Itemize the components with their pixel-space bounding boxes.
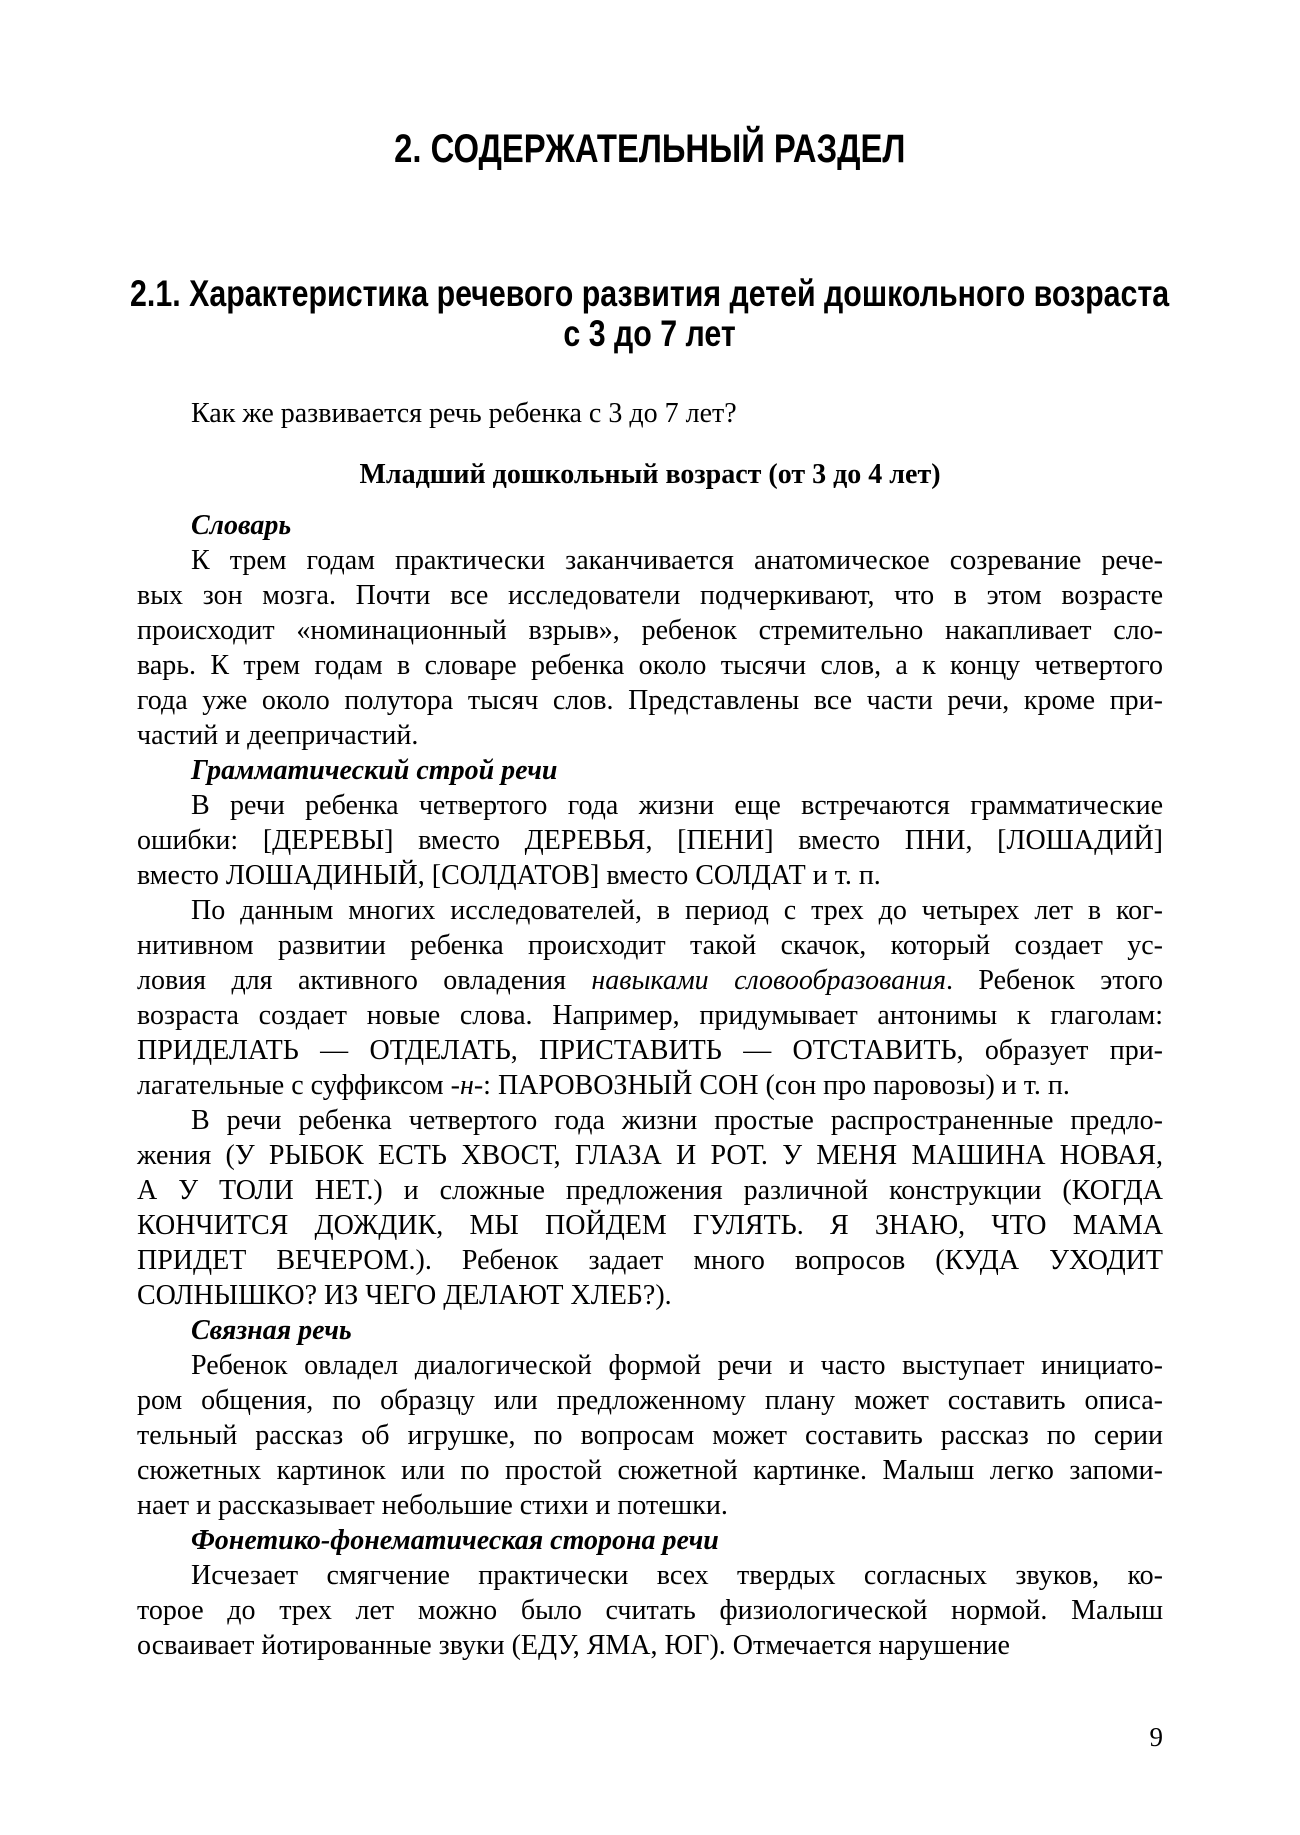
text-line: происходит «номинационный взрыв», ребенок стремительно накапливает сло- [137, 615, 1163, 646]
text-line: сюжетных картинок или по простой сюжетной картинке. Малыш легко запоми- [137, 1455, 1163, 1486]
subheading-phonetics: Фонетико-фонематическая сторона речи [191, 1525, 719, 1556]
text-line: Как же развивается речь ребенка с 3 до 7 лет? [191, 398, 737, 429]
paragraph-grammar-errors [137, 788, 1163, 893]
section-title [0, 0, 1300, 170]
text-line: года уже около полутора тысяч слов. Представлены все части речи, кроме при- [137, 685, 1163, 716]
text-line: варь. К трем годам в словаре ребенка около тысячи слов, а к концу четвертого [137, 650, 1163, 681]
page-number: 9 [1149, 1722, 1163, 1752]
subheading-grammar: Грамматический строй речи [191, 755, 558, 786]
subheading-coherent-speech: Связная речь [191, 1315, 352, 1346]
text-line: Исчезает смягчение практически всех твердых согласных звуков, ко- [191, 1560, 1163, 1591]
text-line: В речи ребенка четвертого года жизни еще встречаются грамматические [191, 790, 1163, 821]
paragraph-sentences [137, 1103, 1163, 1313]
text-line: ловия для активного овладения навыками словообразования. Ребенок этого [137, 965, 1163, 996]
text-line: В речи ребенка четвертого года жизни простые распространенные предло- [191, 1105, 1163, 1136]
text-line: К трем годам практически заканчивается анатомическое созревание рече- [191, 545, 1163, 576]
subheading-vocabulary: Словарь [191, 510, 292, 541]
section-title-text: 2. СОДЕРЖАТЕЛЬНЫЙ РАЗДЕЛ [394, 127, 906, 171]
text-line: возраста создает новые слова. Например, придумывает антонимы к глаголам: [137, 1000, 1163, 1031]
subsection-title-line1: 2.1. Характеристика речевого развития детей дошкольного возраста [130, 273, 1170, 314]
text-line: По данным многих исследователей, в период с трех до четырех лет в ког- [191, 895, 1163, 926]
subsection-title-text [130, 274, 1169, 354]
text-line: тельный рассказ об игрушке, по вопросам может составить рассказ по серии [137, 1420, 1163, 1451]
text-line: ПРИДЕЛАТЬ — ОТДЕЛАТЬ, ПРИСТАВИТЬ — ОТСТАВИТЬ, образует при- [137, 1035, 1163, 1066]
italic-run: навыками словообразования [591, 965, 946, 996]
age-group-heading: Младший дошкольный возраст (от 3 до 4 лет) [359, 459, 941, 490]
text-line: вместо ЛОШАДИНЫЙ, [СОЛДАТОВ] вместо СОЛДАТ и т. п. [137, 860, 881, 891]
subsection-title-line2: с 3 до 7 лет [563, 313, 737, 354]
text-line: нает и рассказывает небольшие стихи и потешки. [137, 1490, 728, 1521]
paragraph-word-formation [137, 893, 1163, 1103]
paragraph-coherent-speech [137, 1348, 1163, 1523]
text-line: КОНЧИТСЯ ДОЖДИК, МЫ ПОЙДЕМ ГУЛЯТЬ. Я ЗНАЮ, ЧТО МАМА [137, 1210, 1163, 1241]
text-line: ПРИДЕТ ВЕЧЕРОМ.). Ребенок задает много вопросов (КУДА УХОДИТ [137, 1245, 1163, 1276]
text-line: лагательные с суффиксом -н-: ПАРОВОЗНЫЙ СОН (сон про паровозы) и т. п. [137, 1070, 1070, 1101]
paragraph-vocabulary [137, 543, 1163, 753]
text-line: вых зон мозга. Почти все исследователи подчеркивают, что в этом возрасте [137, 580, 1163, 611]
text-line: Ребенок овладел диалогической формой речи и часто выступает инициато- [191, 1350, 1163, 1381]
text-line: осваивает йотированные звуки (ЕДУ, ЯМА, ЮГ). Отмечается нарушение [137, 1630, 1010, 1661]
text-line: торое до трех лет можно было считать физиологической нормой. Малыш [137, 1595, 1163, 1626]
text-line: ошибки: [ДЕРЕВЫ] вместо ДЕРЕВЬЯ, [ПЕНИ] вместо ПНИ, [ЛОШАДИЙ] [137, 825, 1163, 856]
text-line: нитивном развитии ребенка происходит такой скачок, который создает ус- [137, 930, 1163, 961]
paragraph-phonetics [137, 1558, 1163, 1663]
italic-run: н [459, 1070, 474, 1101]
text-line: А У ТОЛИ НЕТ.) и сложные предложения различной конструкции (КОГДА [137, 1175, 1163, 1206]
intro-paragraph [137, 396, 1163, 431]
text-line: жения (У РЫБОК ЕСТЬ ХВОСТ, ГЛАЗА И РОТ. У МЕНЯ МАШИНА НОВАЯ, [137, 1140, 1163, 1171]
text-line: частий и деепричастий. [137, 720, 419, 751]
text-line: ром общения, по образцу или предложенному плану может составить описа- [137, 1385, 1163, 1416]
document-body [137, 396, 1163, 1663]
subsection-title [0, 274, 1300, 354]
text-line: СОЛНЫШКО? ИЗ ЧЕГО ДЕЛАЮТ ХЛЕБ?). [137, 1280, 672, 1311]
